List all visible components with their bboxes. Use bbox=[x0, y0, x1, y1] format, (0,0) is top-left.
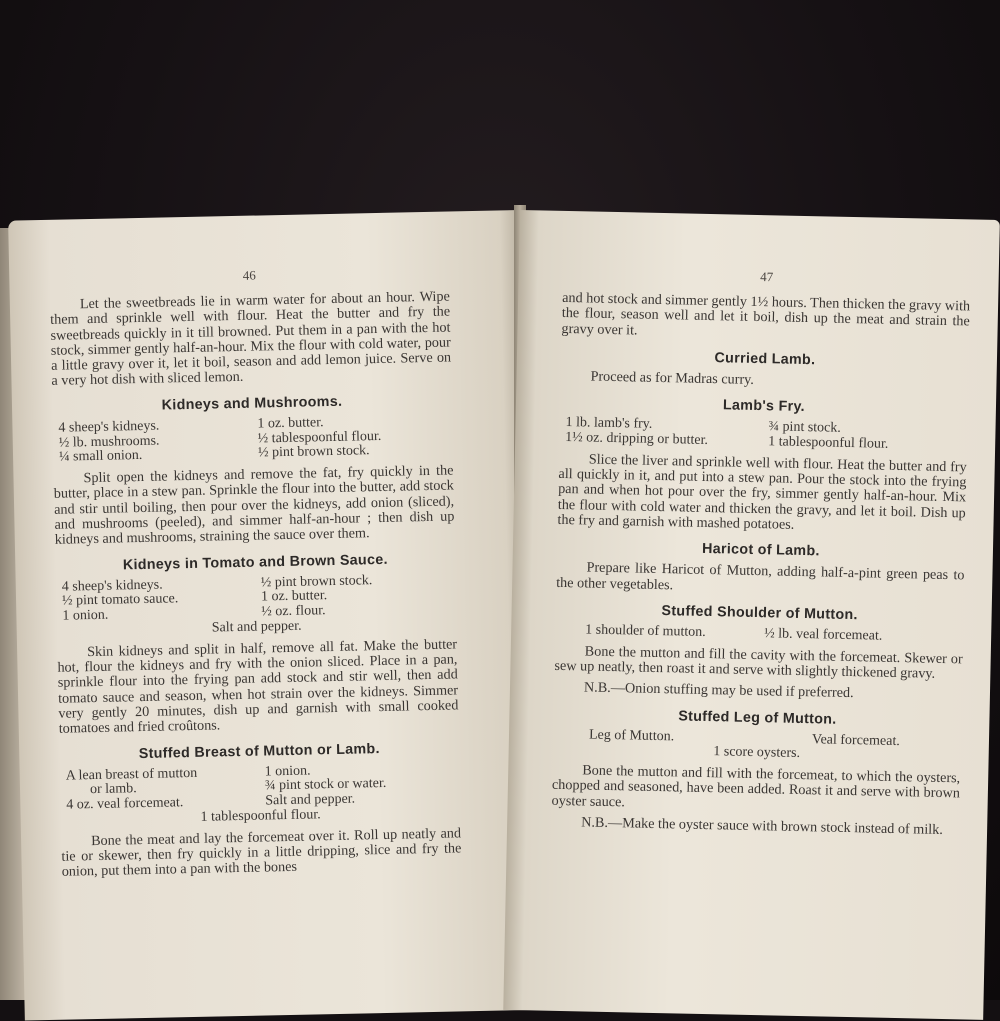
recipe-title-kidneys-mushrooms: Kidneys and Mushrooms. bbox=[161, 393, 343, 414]
recipe-title-stuffed-breast: Stuffed Breast of Mutton or Lamb. bbox=[138, 740, 380, 762]
method-stuffed-breast: Bone the meat and lay the forcemeat over it. Roll up neatly and tie or skewer, then fry quickly in a little dripping, slice and fry the onion, put them into a pan with the bones bbox=[61, 825, 462, 881]
ingredient: or lamb. bbox=[89, 781, 137, 798]
sweetbreads-method: Let the sweetbreads lie in warm water for about an hour. Wipe them and sprinkle well with flour. Heat the butter and fry the sweetbreads quickly in it till browned. Put them in a pan with the hot stock, simmer gently half-an-hour. Mix the flour with cold water, pour a little gravy over it, let it boil, season and add lemon juice. Serve on a very hot dish with sliced lemon. bbox=[50, 288, 452, 390]
note-stuffed-shoulder: N.B.—Onion stuffing may be used if preferred. bbox=[583, 679, 854, 702]
ingredient: 1 onion. bbox=[264, 763, 311, 780]
method-kidneys-tomato: Skin kidneys and split in half, remove all fat. Make the butter hot, flour the kidneys and fry with the onion sliced. Place in a pan, sprinkle flour into the frying pan add stock and stir well, then add tomato sauce and season, when hot strain over the kidneys. Simmer very gently 20 minutes, dish up and garnish with small cooked tomatoes and fried croûtons. bbox=[57, 636, 459, 738]
method-curried-lamb: Proceed as for Madras curry. bbox=[590, 368, 755, 388]
continuation-text: and hot stock and simmer gently 1½ hours. Then thicken the gravy with the flour, season well and let it boil, dish up the meat and strain the gravy over it. bbox=[561, 289, 971, 339]
ingredient: ½ oz. flour. bbox=[261, 603, 326, 620]
right-page bbox=[503, 210, 1000, 1020]
ingredient: Veal forcemeat. bbox=[811, 731, 900, 749]
recipe-title-curried-lamb: Curried Lamb. bbox=[714, 349, 816, 369]
recipe-title-lambs-fry: Lamb's Fry. bbox=[722, 397, 806, 416]
ingredient: ½ tablespoonful flour. bbox=[257, 428, 382, 447]
ingredients-stuffed-breast bbox=[60, 761, 461, 829]
ingredient: ¼ small onion. bbox=[58, 448, 143, 466]
ingredients-lambs-fry bbox=[559, 416, 968, 454]
ingredients-stuffed-shoulder bbox=[555, 623, 963, 646]
ingredient: ¾ pint stock or water. bbox=[264, 776, 387, 794]
ingredient: 1 onion. bbox=[62, 607, 109, 624]
method-kidneys-mushrooms: Split open the kidneys and remove the fat, fry quickly in the butter, place in a stew pan. Sprinkle the flour into the butter, add stock and stir until boiling, then pour over the kidneys, add onion (sliced), and mushrooms (peeled), and simmer half-an-hour ; then dish up kidneys and mushrooms, straining the sauce over them. bbox=[53, 462, 455, 549]
page-number-left: 46 bbox=[242, 267, 256, 283]
ingredients-kidneys-tomato bbox=[56, 572, 457, 640]
ingredient: 4 oz. veal forcemeat. bbox=[66, 795, 184, 813]
method-stuffed-leg: Bone the mutton and fill with the forcemeat, to which the oysters, chopped and seasoned, have been added. Roast it and serve with brown oyster sauce. bbox=[551, 762, 961, 811]
ingredient: 1 oz. butter. bbox=[260, 588, 328, 605]
method-haricot-lamb: Prepare like Haricot of Mutton, adding half-a-pint green peas to the other vegetables. bbox=[556, 559, 965, 593]
recipe-title-stuffed-leg: Stuffed Leg of Mutton. bbox=[678, 707, 837, 728]
ingredient: 1½ oz. dripping or butter. bbox=[565, 429, 709, 448]
page-number-right: 47 bbox=[760, 269, 774, 285]
ingredients-stuffed-leg bbox=[553, 727, 962, 765]
left-page bbox=[8, 210, 537, 1021]
ingredient: 4 sheep's kidneys. bbox=[58, 418, 160, 436]
method-stuffed-shoulder: Bone the mutton and fill the cavity with the forcemeat. Skewer or sew up neatly, then roast it and serve with slightly thickened gravy. bbox=[554, 643, 963, 682]
ingredient: A lean breast of mutton bbox=[65, 765, 198, 784]
ingredient: 1 oz. butter. bbox=[257, 414, 324, 432]
recipe-title-haricot-lamb: Haricot of Lamb. bbox=[701, 541, 820, 560]
ingredient: ½ pint brown stock. bbox=[257, 443, 370, 461]
ingredient: 1 score oysters. bbox=[713, 744, 801, 762]
ingredient: ½ pint tomato sauce. bbox=[61, 591, 179, 610]
ingredient: 4 sheep's kidneys. bbox=[61, 577, 163, 595]
ingredient: 1 shoulder of mutton. bbox=[585, 622, 706, 640]
recipe-title-stuffed-shoulder: Stuffed Shoulder of Mutton. bbox=[661, 602, 858, 624]
ingredient: Salt and pepper. bbox=[211, 618, 302, 636]
ingredient: 1 tablespoonful flour. bbox=[768, 434, 889, 452]
ingredient: 1 tablespoonful flour. bbox=[200, 807, 321, 825]
ingredient: ½ pint brown stock. bbox=[260, 572, 373, 591]
ingredient: ¾ pint stock. bbox=[768, 419, 841, 436]
note-stuffed-leg: N.B.—Make the oyster sauce with brown stock instead of milk. bbox=[581, 814, 943, 839]
ingredient: ½ lb. mushrooms. bbox=[58, 433, 160, 451]
ingredient: Salt and pepper. bbox=[265, 791, 356, 809]
recipe-title-kidneys-tomato: Kidneys in Tomato and Brown Sauce. bbox=[122, 551, 388, 574]
method-lambs-fry: Slice the liver and sprinkle well with flour. Heat the butter and fry all quickly in it, and put into a stew pan. Pour the stock into the frying pan and when hot pour over the fry, simmer gently half-an-hour. Mix the flour with cold water and thicken the gravy, and let it boil. Dish up the fry and garnish with mashed potatoes. bbox=[557, 451, 967, 533]
ingredient: ½ lb. veal forcemeat. bbox=[764, 626, 883, 644]
ingredient: Leg of Mutton. bbox=[588, 727, 675, 744]
ingredients-kidneys-mushrooms bbox=[52, 413, 453, 466]
ingredient: 1 lb. lamb's fry. bbox=[565, 415, 653, 433]
